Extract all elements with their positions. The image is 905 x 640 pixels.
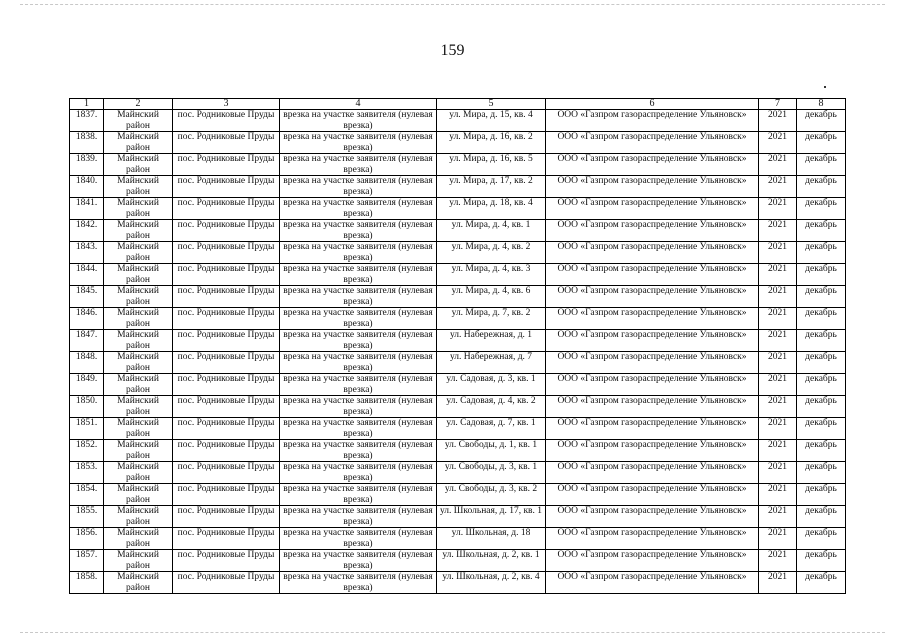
table-cell-contractor: ООО «Газпром газораспределение Ульяновск» [546, 220, 759, 242]
table-cell-work: врезка на участке заявителя (нулевая врезка) [280, 484, 437, 506]
table-cell-district: Майнский район [104, 484, 173, 506]
table-cell-contractor: ООО «Газпром газораспределение Ульяновск» [546, 462, 759, 484]
table-cell-contractor: ООО «Газпром газораспределение Ульяновск» [546, 528, 759, 550]
table-cell-work: врезка на участке заявителя (нулевая врезка) [280, 572, 437, 594]
table-cell-month: декабрь [797, 484, 846, 506]
table-cell-district: Майнский район [104, 176, 173, 198]
table-cell-year: 2021 [759, 550, 797, 572]
table-cell-settlement: пос. Родниковые Пруды [173, 330, 280, 352]
table-cell-year: 2021 [759, 154, 797, 176]
table-cell-work: врезка на участке заявителя (нулевая врезка) [280, 550, 437, 572]
column-header-6: 6 [546, 99, 759, 110]
table-cell-num: 1839. [70, 154, 104, 176]
table-cell-work: врезка на участке заявителя (нулевая врезка) [280, 154, 437, 176]
table-cell-settlement: пос. Родниковые Пруды [173, 132, 280, 154]
table-cell-district: Майнский район [104, 132, 173, 154]
table-cell-district: Майнский район [104, 352, 173, 374]
table-cell-address: ул. Садовая, д. 7, кв. 1 [437, 418, 546, 440]
table-cell-year: 2021 [759, 462, 797, 484]
table-cell-address: ул. Мира, д. 7, кв. 2 [437, 308, 546, 330]
table-cell-work: врезка на участке заявителя (нулевая врезка) [280, 528, 437, 550]
table-cell-work: врезка на участке заявителя (нулевая врезка) [280, 330, 437, 352]
table-cell-year: 2021 [759, 440, 797, 462]
table-cell-address: ул. Свободы, д. 3, кв. 2 [437, 484, 546, 506]
table-row [70, 572, 846, 594]
table-cell-year: 2021 [759, 528, 797, 550]
column-header-4: 4 [280, 99, 437, 110]
table-cell-settlement: пос. Родниковые Пруды [173, 264, 280, 286]
table-cell-num: 1841. [70, 198, 104, 220]
table-cell-address: ул. Мира, д. 18, кв. 4 [437, 198, 546, 220]
table-cell-num: 1858. [70, 572, 104, 594]
table-cell-address: ул. Мира, д. 16, кв. 5 [437, 154, 546, 176]
table-cell-district: Майнский район [104, 154, 173, 176]
table-cell-district: Майнский район [104, 396, 173, 418]
table-cell-month: декабрь [797, 506, 846, 528]
table-cell-contractor: ООО «Газпром газораспределение Ульяновск» [546, 572, 759, 594]
table-cell-month: декабрь [797, 154, 846, 176]
table-row [70, 484, 846, 506]
table-cell-district: Майнский район [104, 528, 173, 550]
table-cell-year: 2021 [759, 242, 797, 264]
table-cell-num: 1848. [70, 352, 104, 374]
table-cell-contractor: ООО «Газпром газораспределение Ульяновск» [546, 264, 759, 286]
table-cell-settlement: пос. Родниковые Пруды [173, 418, 280, 440]
table-cell-contractor: ООО «Газпром газораспределение Ульяновск» [546, 484, 759, 506]
table-cell-address: ул. Школьная, д. 18 [437, 528, 546, 550]
table-cell-year: 2021 [759, 572, 797, 594]
table-cell-work: врезка на участке заявителя (нулевая врезка) [280, 220, 437, 242]
table-row [70, 374, 846, 396]
table-cell-work: врезка на участке заявителя (нулевая врезка) [280, 308, 437, 330]
table-cell-district: Майнский район [104, 308, 173, 330]
table-cell-district: Майнский район [104, 242, 173, 264]
table-cell-contractor: ООО «Газпром газораспределение Ульяновск» [546, 286, 759, 308]
table-cell-num: 1855. [70, 506, 104, 528]
table-cell-month: декабрь [797, 374, 846, 396]
table-cell-address: ул. Мира, д. 4, кв. 1 [437, 220, 546, 242]
table-cell-year: 2021 [759, 110, 797, 132]
table-cell-settlement: пос. Родниковые Пруды [173, 396, 280, 418]
table-row [70, 264, 846, 286]
table-cell-month: декабрь [797, 352, 846, 374]
table-cell-district: Майнский район [104, 330, 173, 352]
table-cell-settlement: пос. Родниковые Пруды [173, 176, 280, 198]
table-row [70, 418, 846, 440]
table-cell-year: 2021 [759, 308, 797, 330]
table-cell-work: врезка на участке заявителя (нулевая врезка) [280, 506, 437, 528]
scan-dot [824, 86, 826, 88]
column-header-3: 3 [173, 99, 280, 110]
table-cell-settlement: пос. Родниковые Пруды [173, 506, 280, 528]
table-cell-work: врезка на участке заявителя (нулевая врезка) [280, 132, 437, 154]
table-cell-district: Майнский район [104, 462, 173, 484]
table-cell-settlement: пос. Родниковые Пруды [173, 374, 280, 396]
table-cell-settlement: пос. Родниковые Пруды [173, 528, 280, 550]
table-cell-address: ул. Набережная, д. 7 [437, 352, 546, 374]
table-cell-num: 1852. [70, 440, 104, 462]
table-row [70, 506, 846, 528]
table-cell-num: 1850. [70, 396, 104, 418]
table-cell-month: декабрь [797, 528, 846, 550]
table-cell-work: врезка на участке заявителя (нулевая врезка) [280, 352, 437, 374]
table-cell-settlement: пос. Родниковые Пруды [173, 440, 280, 462]
table-cell-contractor: ООО «Газпром газораспределение Ульяновск» [546, 374, 759, 396]
table-cell-district: Майнский район [104, 506, 173, 528]
table-cell-settlement: пос. Родниковые Пруды [173, 550, 280, 572]
table-cell-num: 1847. [70, 330, 104, 352]
table-row [70, 440, 846, 462]
table-cell-work: врезка на участке заявителя (нулевая врезка) [280, 374, 437, 396]
table-cell-month: декабрь [797, 462, 846, 484]
table-cell-num: 1849. [70, 374, 104, 396]
table-cell-work: врезка на участке заявителя (нулевая врезка) [280, 462, 437, 484]
table-row [70, 330, 846, 352]
table-row [70, 242, 846, 264]
gasification-registry-table [69, 98, 846, 594]
table-cell-num: 1853. [70, 462, 104, 484]
table-cell-num: 1843. [70, 242, 104, 264]
table-cell-contractor: ООО «Газпром газораспределение Ульяновск» [546, 110, 759, 132]
scan-edge-top [20, 4, 885, 5]
table-cell-address: ул. Садовая, д. 4, кв. 2 [437, 396, 546, 418]
table-row [70, 220, 846, 242]
table-cell-contractor: ООО «Газпром газораспределение Ульяновск» [546, 154, 759, 176]
table-cell-settlement: пос. Родниковые Пруды [173, 352, 280, 374]
table-cell-settlement: пос. Родниковые Пруды [173, 286, 280, 308]
table-cell-district: Майнский район [104, 550, 173, 572]
table-cell-work: врезка на участке заявителя (нулевая врезка) [280, 264, 437, 286]
table-cell-month: декабрь [797, 198, 846, 220]
table-cell-address: ул. Школьная, д. 2, кв. 1 [437, 550, 546, 572]
table-cell-year: 2021 [759, 220, 797, 242]
table-body [70, 110, 846, 594]
table-cell-address: ул. Мира, д. 4, кв. 3 [437, 264, 546, 286]
table-cell-month: декабрь [797, 110, 846, 132]
table-row [70, 132, 846, 154]
table-cell-settlement: пос. Родниковые Пруды [173, 242, 280, 264]
table-cell-year: 2021 [759, 418, 797, 440]
table-cell-month: декабрь [797, 440, 846, 462]
table-cell-month: декабрь [797, 132, 846, 154]
table-cell-address: ул. Набережная, д. 1 [437, 330, 546, 352]
table-cell-district: Майнский район [104, 264, 173, 286]
table-cell-district: Майнский район [104, 440, 173, 462]
table-cell-work: врезка на участке заявителя (нулевая врезка) [280, 176, 437, 198]
table-row [70, 462, 846, 484]
table-cell-address: ул. Мира, д. 15, кв. 4 [437, 110, 546, 132]
table-cell-contractor: ООО «Газпром газораспределение Ульяновск» [546, 396, 759, 418]
table-cell-work: врезка на участке заявителя (нулевая врезка) [280, 418, 437, 440]
table-cell-num: 1840. [70, 176, 104, 198]
table-cell-settlement: пос. Родниковые Пруды [173, 462, 280, 484]
table-cell-num: 1838. [70, 132, 104, 154]
table-cell-month: декабрь [797, 418, 846, 440]
table-cell-year: 2021 [759, 176, 797, 198]
table-cell-year: 2021 [759, 132, 797, 154]
table-cell-work: врезка на участке заявителя (нулевая врезка) [280, 286, 437, 308]
table-row [70, 110, 846, 132]
table-cell-district: Майнский район [104, 110, 173, 132]
table-cell-contractor: ООО «Газпром газораспределение Ульяновск» [546, 352, 759, 374]
table-cell-district: Майнский район [104, 572, 173, 594]
table-cell-address: ул. Мира, д. 16, кв. 2 [437, 132, 546, 154]
table-cell-year: 2021 [759, 286, 797, 308]
table-cell-month: декабрь [797, 572, 846, 594]
table-cell-address: ул. Мира, д. 4, кв. 6 [437, 286, 546, 308]
table-cell-address: ул. Свободы, д. 1, кв. 1 [437, 440, 546, 462]
table-cell-year: 2021 [759, 352, 797, 374]
table-row [70, 286, 846, 308]
table-cell-num: 1842. [70, 220, 104, 242]
table-cell-settlement: пос. Родниковые Пруды [173, 484, 280, 506]
table-cell-year: 2021 [759, 264, 797, 286]
table-cell-settlement: пос. Родниковые Пруды [173, 198, 280, 220]
table-row [70, 154, 846, 176]
table-cell-month: декабрь [797, 264, 846, 286]
table-cell-district: Майнский район [104, 220, 173, 242]
table-cell-address: ул. Мира, д. 17, кв. 2 [437, 176, 546, 198]
table-cell-district: Майнский район [104, 418, 173, 440]
table-cell-month: декабрь [797, 330, 846, 352]
table-cell-address: ул. Мира, д. 4, кв. 2 [437, 242, 546, 264]
table-cell-month: декабрь [797, 286, 846, 308]
table-row [70, 550, 846, 572]
table-cell-settlement: пос. Родниковые Пруды [173, 110, 280, 132]
page-number: 159 [440, 42, 465, 59]
table-cell-year: 2021 [759, 330, 797, 352]
table-cell-num: 1837. [70, 110, 104, 132]
table-cell-contractor: ООО «Газпром газораспределение Ульяновск» [546, 330, 759, 352]
table-cell-contractor: ООО «Газпром газораспределение Ульяновск» [546, 440, 759, 462]
table-cell-contractor: ООО «Газпром газораспределение Ульяновск» [546, 198, 759, 220]
table-cell-work: врезка на участке заявителя (нулевая врезка) [280, 396, 437, 418]
table-cell-num: 1854. [70, 484, 104, 506]
table-cell-contractor: ООО «Газпром газораспределение Ульяновск» [546, 506, 759, 528]
table-cell-settlement: пос. Родниковые Пруды [173, 572, 280, 594]
table-cell-district: Майнский район [104, 286, 173, 308]
table-cell-address: ул. Школьная, д. 17, кв. 1 [437, 506, 546, 528]
table-cell-contractor: ООО «Газпром газораспределение Ульяновск» [546, 132, 759, 154]
table-cell-work: врезка на участке заявителя (нулевая врезка) [280, 242, 437, 264]
column-header-5: 5 [437, 99, 546, 110]
table-cell-address: ул. Садовая, д. 3, кв. 1 [437, 374, 546, 396]
table-row [70, 198, 846, 220]
column-header-7: 7 [759, 99, 797, 110]
table-cell-district: Майнский район [104, 198, 173, 220]
table-cell-year: 2021 [759, 198, 797, 220]
table-cell-num: 1851. [70, 418, 104, 440]
table-cell-settlement: пос. Родниковые Пруды [173, 308, 280, 330]
table-cell-year: 2021 [759, 506, 797, 528]
table-cell-contractor: ООО «Газпром газораспределение Ульяновск» [546, 550, 759, 572]
table-cell-num: 1844. [70, 264, 104, 286]
table-cell-contractor: ООО «Газпром газораспределение Ульяновск» [546, 308, 759, 330]
table-header-row [70, 99, 846, 110]
table-cell-address: ул. Школьная, д. 2, кв. 4 [437, 572, 546, 594]
table-cell-settlement: пос. Родниковые Пруды [173, 220, 280, 242]
table-cell-work: врезка на участке заявителя (нулевая врезка) [280, 198, 437, 220]
table-cell-month: декабрь [797, 220, 846, 242]
table-cell-num: 1857. [70, 550, 104, 572]
table-cell-work: врезка на участке заявителя (нулевая врезка) [280, 440, 437, 462]
table-cell-month: декабрь [797, 176, 846, 198]
table-cell-contractor: ООО «Газпром газораспределение Ульяновск» [546, 242, 759, 264]
table-cell-work: врезка на участке заявителя (нулевая врезка) [280, 110, 437, 132]
table-cell-district: Майнский район [104, 374, 173, 396]
table-row [70, 528, 846, 550]
table-row [70, 176, 846, 198]
table-cell-contractor: ООО «Газпром газораспределение Ульяновск» [546, 176, 759, 198]
table-cell-year: 2021 [759, 374, 797, 396]
column-header-1: 1 [70, 99, 104, 110]
table-cell-year: 2021 [759, 396, 797, 418]
table-row [70, 352, 846, 374]
table-cell-num: 1856. [70, 528, 104, 550]
table-cell-year: 2021 [759, 484, 797, 506]
table-cell-month: декабрь [797, 550, 846, 572]
table-cell-contractor: ООО «Газпром газораспределение Ульяновск» [546, 418, 759, 440]
column-header-2: 2 [104, 99, 173, 110]
scan-edge-bottom [20, 632, 885, 633]
table-cell-month: декабрь [797, 242, 846, 264]
table-row [70, 308, 846, 330]
table-cell-month: декабрь [797, 396, 846, 418]
table-cell-settlement: пос. Родниковые Пруды [173, 154, 280, 176]
table-cell-month: декабрь [797, 308, 846, 330]
column-header-8: 8 [797, 99, 846, 110]
table-cell-num: 1846. [70, 308, 104, 330]
table-cell-num: 1845. [70, 286, 104, 308]
table-cell-address: ул. Свободы, д. 3, кв. 1 [437, 462, 546, 484]
table-row [70, 396, 846, 418]
